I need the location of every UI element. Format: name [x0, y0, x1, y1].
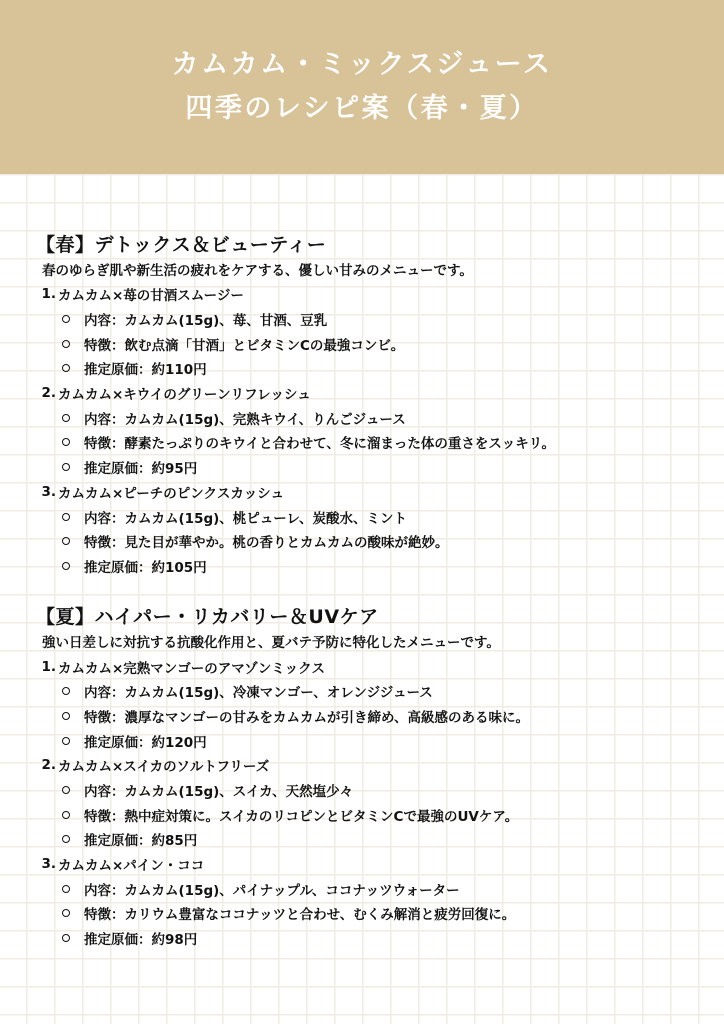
- recipe-item: [36, 852, 716, 877]
- item-number: 1.: [41, 286, 56, 303]
- detail-text: 特徴：見た目が華やか。桃の香りとカムカムの酸味が絶妙。: [84, 535, 449, 552]
- detail-text: 特徴：酵素たっぷりのキウイと合わせて、冬に溜まった体の重さをスッキリ。: [84, 436, 556, 453]
- item-number: 2.: [41, 757, 56, 774]
- detail-text: 内容：カムカム(15g)、完熟キウイ、りんごジュース: [84, 411, 406, 428]
- bullet-circle-icon: [62, 537, 70, 545]
- detail-text: 内容：カムカム(15g)、桃ピューレ、炭酸水、ミント: [84, 510, 407, 527]
- bullet-circle-icon: [62, 438, 70, 446]
- detail-text: 内容：カムカム(15g)、パイナップル、ココナッツウォーター: [84, 882, 460, 899]
- recipe-item: [36, 654, 716, 679]
- item-name: カムカム×苺の甘酒スムージー: [58, 288, 244, 305]
- detail-ingredients: [36, 778, 716, 803]
- bullet-circle-icon: [62, 909, 70, 917]
- bullet-circle-icon: [62, 364, 70, 372]
- recipe-item: [36, 753, 716, 778]
- detail-ingredients: [36, 307, 716, 332]
- bullet-circle-icon: [62, 737, 70, 745]
- detail-ingredients: [36, 679, 716, 704]
- item-number: 1.: [41, 658, 56, 675]
- bullet-circle-icon: [62, 835, 70, 843]
- section-intro: 強い日差しに対抗する抗酸化作用と、夏バテ予防に特化したメニューです。: [42, 635, 500, 652]
- detail-text: 推定原価：約110円: [84, 362, 207, 379]
- recipe-item: [36, 480, 716, 505]
- detail-feature: [36, 901, 716, 926]
- bullet-circle-icon: [62, 463, 70, 471]
- detail-text: 推定原価：約98円: [84, 932, 198, 949]
- item-name: カムカム×ピーチのピンクスカッシュ: [58, 485, 284, 502]
- bullet-circle-icon: [62, 315, 70, 323]
- detail-text: 特徴：飲む点滴「甘酒」とビタミンCの最強コンビ。: [84, 337, 405, 354]
- detail-text: 推定原価：約95円: [84, 461, 198, 478]
- bullet-circle-icon: [62, 811, 70, 819]
- detail-text: 推定原価：約120円: [84, 734, 207, 751]
- detail-text: 特徴：熱中症対策に。スイカのリコピンとビタミンCで最強のUVケア。: [84, 808, 519, 825]
- bullet-circle-icon: [62, 687, 70, 695]
- detail-cost: [36, 827, 716, 852]
- detail-ingredients: [36, 405, 716, 430]
- item-name: カムカム×スイカのソルトフリーズ: [58, 759, 270, 776]
- bullet-circle-icon: [62, 513, 70, 521]
- detail-cost: [36, 554, 716, 579]
- bullet-circle-icon: [62, 712, 70, 720]
- detail-feature: [36, 704, 716, 729]
- detail-text: 内容：カムカム(15g)、苺、甘酒、豆乳: [84, 313, 328, 330]
- detail-ingredients: [36, 504, 716, 529]
- page-title-line-1: カムカム・ミックスジュース: [171, 49, 553, 80]
- title-banner: [0, 0, 724, 174]
- detail-text: 特徴：カリウム豊富なココナッツと合わせ、むくみ解消と疲労回復に。: [84, 907, 516, 924]
- detail-text: 推定原価：約85円: [84, 833, 198, 850]
- section-summer: [36, 604, 716, 950]
- page-title-line-2: 四季のレシピ案（春・夏）: [185, 93, 539, 124]
- detail-cost: [36, 455, 716, 480]
- recipe-content: [36, 232, 716, 951]
- recipe-item: [36, 282, 716, 307]
- bullet-circle-icon: [62, 786, 70, 794]
- detail-cost: [36, 926, 716, 951]
- section-intro: 春のゆらぎ肌や新生活の疲れをケアする、優しい甘みのメニューです。: [42, 263, 473, 279]
- detail-text: 内容：カムカム(15g)、冷凍マンゴー、オレンジジュース: [84, 685, 433, 702]
- detail-feature: [36, 529, 716, 554]
- detail-ingredients: [36, 876, 716, 901]
- detail-text: 推定原価：約105円: [84, 559, 207, 576]
- item-name: カムカム×完熟マンゴーのアマゾンミックス: [58, 660, 326, 677]
- detail-cost: [36, 356, 716, 381]
- bullet-circle-icon: [62, 414, 70, 422]
- section-title: 【夏】ハイパー・リカバリー＆UVケア: [36, 606, 379, 629]
- detail-feature: [36, 331, 716, 356]
- bullet-circle-icon: [62, 340, 70, 348]
- bullet-circle-icon: [62, 934, 70, 942]
- item-number: 2.: [41, 385, 56, 402]
- item-number: 3.: [41, 483, 56, 500]
- bullet-circle-icon: [62, 885, 70, 893]
- detail-feature: [36, 430, 716, 455]
- section-spring: [36, 232, 716, 578]
- section-spacer: [36, 578, 716, 604]
- detail-cost: [36, 728, 716, 753]
- section-title: 【春】デトックス＆ビューティー: [36, 234, 327, 256]
- item-name: カムカム×パイン・ココ: [58, 858, 205, 875]
- item-number: 3.: [41, 856, 56, 873]
- detail-text: 特徴：濃厚なマンゴーの甘みをカムカムが引き締め、高級感のある味に。: [84, 709, 529, 726]
- detail-text: 内容：カムカム(15g)、スイカ、天然塩少々: [84, 784, 354, 801]
- detail-feature: [36, 802, 716, 827]
- bullet-circle-icon: [62, 562, 70, 570]
- recipe-item: [36, 381, 716, 406]
- item-name: カムカム×キウイのグリーンリフレッシュ: [58, 387, 311, 404]
